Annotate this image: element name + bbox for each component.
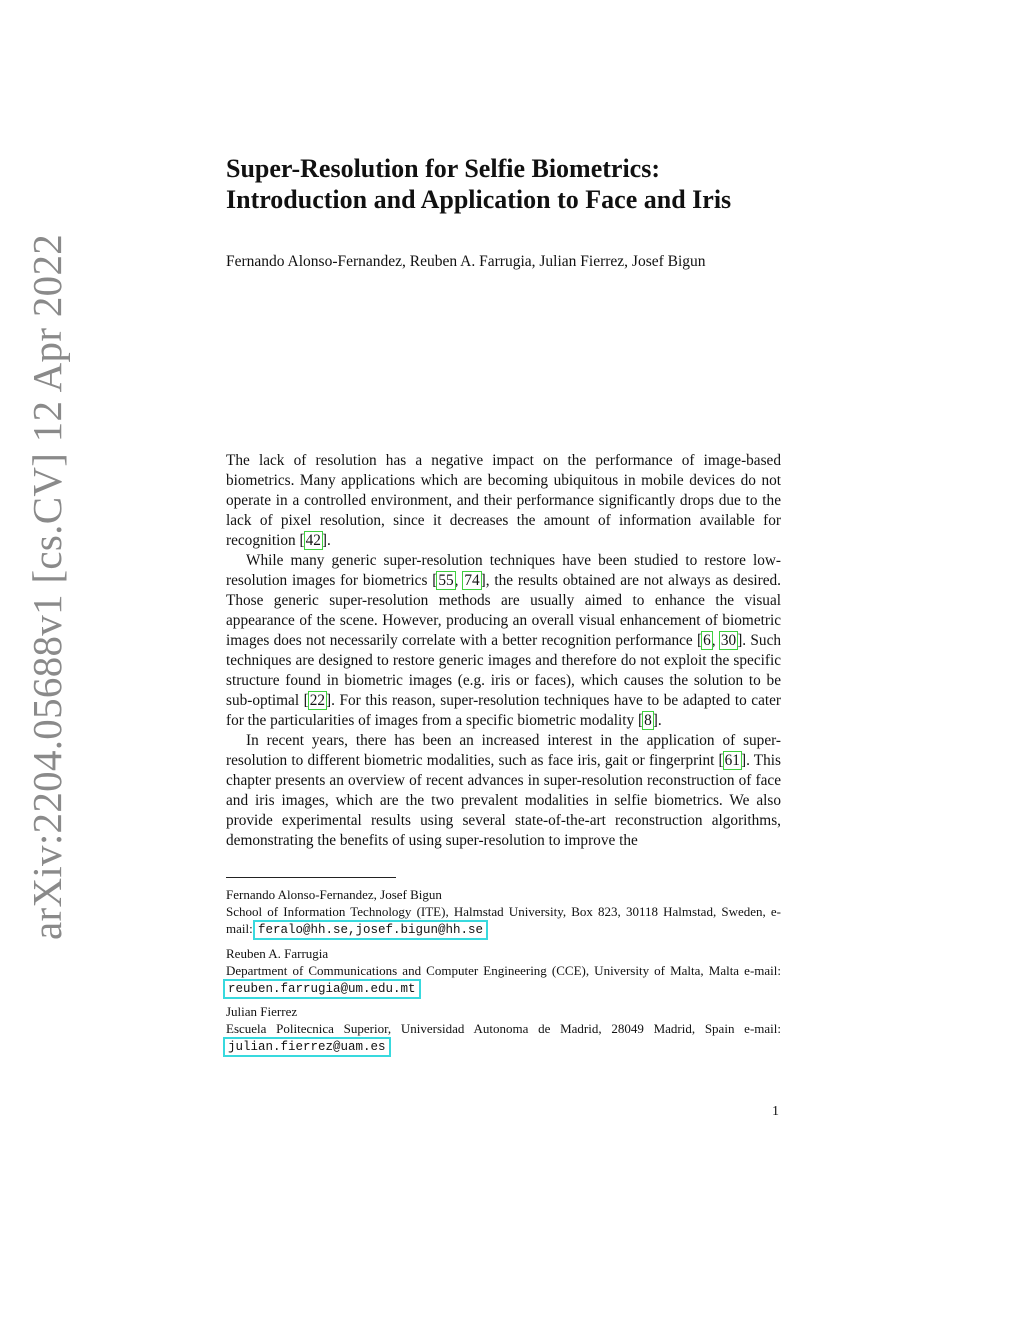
author-list: Fernando Alonso-Fernandez, Reuben A. Farrugia, Julian Fierrez, Josef Bigun [226,253,706,270]
footnote-affiliation-1 [226,886,781,939]
body-text [226,451,781,851]
citation-link[interactable]: 6 [703,632,711,649]
paragraph-3-text-b: . This chapter presents an overview of recent advances in super-resolution reconstruction of face and iris images, which are the two prevalent modalities in selfie biometrics. We also provide experimental results using several state-of-the-art reconstruction algorithms, demonstrating the benefits of using super-resolution to improve the [226,752,781,849]
paragraph-3: In recent years, there has been an increased interest in the application of super-resolution to different biometric modalities, such as face iris, gait or fingerprint [61]. This chapter presents an overview of recent advances in super-resolution reconstruction of face and iris images, which are the two prevalent modalities in selfie biometrics. We also provide experimental results using several state-of-the-art reconstruction algorithms, demonstrating the benefits of using super-resolution to improve the [226,732,781,849]
footnote-divider [226,877,396,878]
footnote-names: Fernando Alonso-Fernandez, Josef Bigun [226,887,442,902]
title-line-1: Super-Resolution for Selfie Biometrics: [226,154,660,183]
paragraph-2-text-d: . For this reason, super-resolution techniques have to be adapted to cater for the particularities of images from a specific biometric modality [226,692,781,729]
footnote-affiliation-text: Department of Communications and Computer Engineering (CCE), University of Malta, Malta e-mail: reuben.farrugia@um.edu.mt [226,963,781,996]
paragraph-2-text-a: While many generic super-resolution techniques have been studied to restore low-resolution images for biometrics [226,552,781,589]
citation-link[interactable]: 22 [309,692,326,709]
paragraph-1: The lack of resolution has a negative impact on the performance of image-based biometrics. Many applications which are becoming ubiquitous in mobile devices do not operate in a controlled environment, and their performance significantly drops due to the lack of pixel resolution, since it decreases the amount of information available for recognition [42]. [226,452,781,549]
page-number: 1 [772,1104,779,1119]
paragraph-2-text-b: , the results obtained are not always as desired. Those generic super-resolution methods are usually aimed to enhance the visual appearance of the scene. However, producing an overall visual enhancement of biometric images does not necessarily correlate with a better recognition performance [226,572,782,649]
email-link[interactable]: julian.fierrez@uam.es [228,1040,386,1054]
paragraph-1-text: The lack of resolution has a negative impact on the performance of image-based biometrics. Many applications which are becoming ubiquitous in mobile devices do not operate in a controlled environment, and their performance significantly drops due to the lack of pixel resolution, since it decreases the amount of information available for recognition [226,452,781,549]
paper-title [226,153,826,215]
footnote-affiliation-text: School of Information Technology (ITE), Halmstad University, Box 823, 30118 Halmstad, Sweden, e-mail: feralo@hh.se,josef.bigun@hh.se [226,904,781,937]
paragraph-2: While many generic super-resolution techniques have been studied to restore low-resolution images for biometrics [55, 74], the results obtained are not always as desired. Those generic super-resolution methods are usually aimed to enhance the visual appearance of the scene. However, producing an overall visual enhancement of biometric images does not necessarily correlate with a better recognition performance [6, 30]. Such techniques are designed to restore generic images and therefore do not exploit the specific structure found in biometric images (e.g. iris or faces), which causes the solution to be sub-optimal [22]. For this reason, super-resolution techniques have to be adapted to cater for the particularities of images from a specific biometric modality [8]. [226,552,782,729]
email-link[interactable]: reuben.farrugia@um.edu.mt [228,982,416,996]
footnote-names: Reuben A. Farrugia [226,946,329,961]
citation-link[interactable]: 30 [720,632,737,649]
title-line-2: Introduction and Application to Face and Iris [226,185,732,214]
citation-link[interactable]: 61 [724,752,740,769]
citation-link[interactable]: 74 [464,572,480,589]
paragraph-3-text-a: In recent years, there has been an increased interest in the application of super-resolution to different biometric modalities, such as face iris, gait or fingerprint [226,732,781,769]
citation-link[interactable]: 55 [438,572,454,589]
citation-link[interactable]: 8 [644,712,652,729]
footnote-affiliation-2 [226,945,781,998]
arxiv-sidebar-stamp: arXiv:2204.05688v1 [cs.CV] 12 Apr 2022 [24,233,70,940]
footnote-affiliation-text: Escuela Politecnica Superior, Universidad Autonoma de Madrid, 28049 Madrid, Spain e-mail: julian.fierrez@uam.es [226,1021,781,1054]
paragraph-2-text-c: . Such techniques are designed to restore generic images and therefore do not exploit the specific structure found in biometric images (e.g. iris or faces), which causes the solution to be sub-optimal [226,632,782,709]
citation-link[interactable]: 42 [305,532,321,549]
email-link[interactable]: feralo@hh.se,josef.bigun@hh.se [257,923,484,937]
footnote-affiliation-3 [226,1003,781,1056]
footnote-names: Julian Fierrez [226,1004,298,1019]
